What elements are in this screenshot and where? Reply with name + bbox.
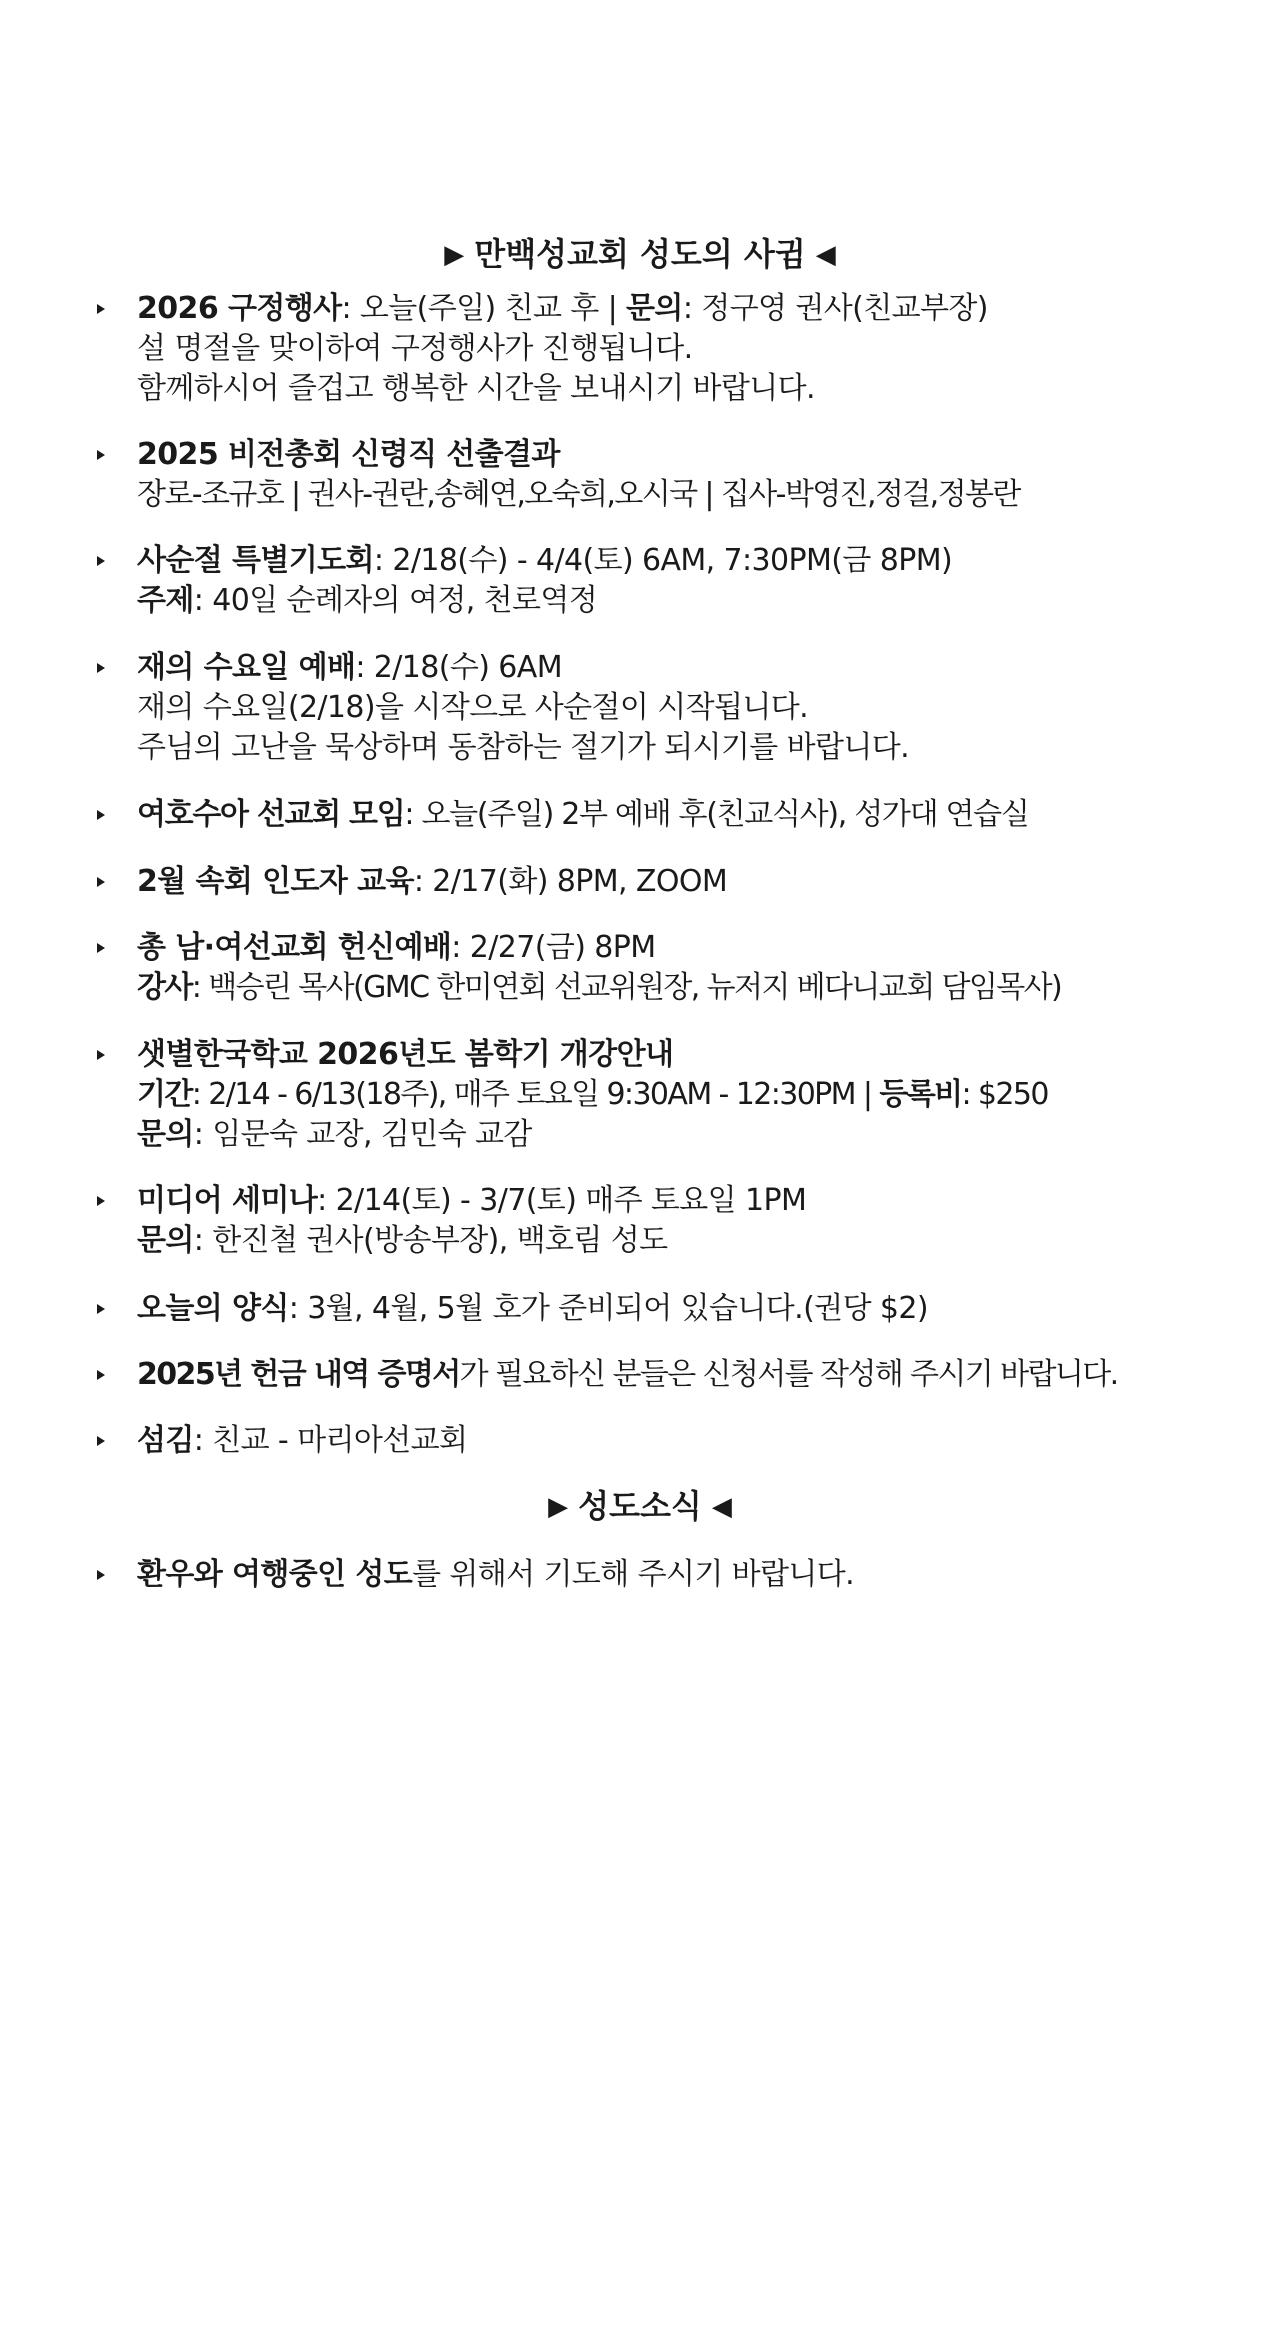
item-subheading: 강사 [137,970,192,1005]
item-line [137,1035,1247,1075]
item-heading: 2025년 헌금 내역 증명서 [137,1357,460,1392]
item-text: : 오늘(주일) 친교 후 | [341,291,627,326]
item-line [137,435,1247,475]
item-line [137,1421,1247,1461]
section-title-text: 성도소식 [578,1487,702,1525]
item-heading: 미디어 세미나 [137,1183,318,1218]
section-title-fellowship [0,234,1280,275]
bullet-icon [93,541,109,581]
item-text: : 2/14 - 6/13(18주), 매주 토요일 9:30AM - 12:30PM | [191,1077,880,1112]
item-line [137,1115,1247,1155]
item-text: : 백승린 목사(GMC 한미연회 선교위원장, 뉴저지 베다니교회 담임목사) [191,970,1062,1005]
list-item-ash-wednesday [137,648,1247,768]
item-text: : 2/27(금) 8PM [451,930,656,965]
list-item-offering-receipt [137,1355,1247,1395]
item-heading: 오늘의 양식 [137,1291,289,1326]
list-item-leader-training [137,862,1247,902]
item-line [137,1555,1247,1595]
bullet-icon [93,1289,109,1329]
item-heading: 2025 비전총회 신령직 선출결과 [137,437,560,472]
item-text: : $250 [961,1077,1048,1112]
item-heading: 2월 속회 인도자 교육 [137,864,414,899]
item-text: : 친교 - 마리아선교회 [193,1423,468,1458]
section-title-text: 만백성교회 성도의 사귐 [474,235,806,273]
item-text: : 임문숙 교장, 김민숙 교감 [193,1117,532,1152]
item-heading: 사순절 특별기도회 [137,543,374,578]
item-line [137,541,1247,581]
item-text: : 2/14(토) - 3/7(토) 매주 토요일 1PM [317,1183,807,1218]
bullet-icon [93,1035,109,1075]
item-line [137,1355,1247,1395]
section-title-member-news [0,1486,1280,1527]
item-text: : 2/17(화) 8PM, ZOOM [413,864,728,899]
list-item-joshua-mission [137,795,1247,835]
list-item-election-results [137,435,1247,515]
item-text: : 3월, 4월, 5월 호가 준비되어 있습니다.(권당 $2) [288,1291,928,1326]
item-line [137,968,1247,1008]
list-item-media-seminar [137,1181,1247,1261]
item-text: : 정구영 권사(친교부장) [682,291,988,326]
item-line: 설 명절을 맞이하여 구정행사가 진행됩니다. [137,331,693,366]
left-triangle-icon: ◀ [711,1492,732,1522]
item-text: : 한진철 권사(방송부장), 백호림 성도 [193,1223,668,1258]
left-triangle-icon: ◀ [815,240,836,270]
item-line: 함께하시어 즐겁고 행복한 시간을 보내시기 바랍니다. [137,371,815,406]
item-subheading: 문의 [626,291,683,326]
bullet-icon [93,1355,109,1395]
bullet-icon [93,795,109,835]
list-item-prayer-request [137,1555,1247,1595]
item-line [137,1075,1247,1115]
item-text: 를 위해서 기도해 주시기 바랍니다. [412,1557,855,1592]
bullet-icon [93,1555,109,1595]
right-triangle-icon: ▶ [548,1492,569,1522]
right-triangle-icon: ▶ [444,240,465,270]
item-subheading: 기간 [137,1077,192,1112]
bullet-icon [93,1421,109,1461]
item-subheading: 문의 [137,1117,194,1152]
bullet-icon [93,648,109,688]
item-heading: 총 남·여선교회 헌신예배 [137,930,452,965]
item-line [137,581,1247,621]
list-item-korean-school [137,1035,1247,1155]
item-line [137,862,1247,902]
item-heading: 환우와 여행중인 성도 [137,1557,413,1592]
item-line [137,1221,1247,1261]
item-line: 장로-조규호 | 권사-권란,송혜연,오숙희,오시국 | 집사-박영진,정걸,정봉란 [137,477,1020,512]
item-line [137,928,1247,968]
item-line [137,795,1247,835]
item-heading: 재의 수요일 예배 [137,650,356,685]
item-heading: 샛별한국학교 2026년도 봄학기 개강안내 [137,1037,674,1072]
item-subheading: 문의 [137,1223,194,1258]
list-item-lunar-new-year [137,289,1247,409]
item-subheading: 등록비 [879,1077,962,1112]
item-text: : 2/18(수) - 4/4(토) 6AM, 7:30PM(금 8PM) [373,543,953,578]
list-item-lent-prayer [137,541,1247,621]
bullet-icon [93,862,109,902]
list-item-daily-bread [137,1289,1247,1329]
item-text: : 2/18(수) 6AM [355,650,562,685]
item-heading: 섬김 [137,1423,194,1458]
item-line: 주님의 고난을 묵상하며 동참하는 절기가 되시기를 바랍니다. [137,730,910,765]
item-line [137,1181,1247,1221]
item-line [137,289,1247,329]
item-text: : 오늘(주일) 2부 예배 후(친교식사), 성가대 연습실 [404,797,1029,832]
item-heading: 2026 구정행사 [137,291,342,326]
bullet-icon [93,928,109,968]
item-subheading: 주제 [137,583,194,618]
bullet-icon [93,1181,109,1221]
item-line [137,1289,1247,1329]
item-heading: 여호수아 선교회 모임 [137,797,405,832]
bullet-icon [93,289,109,329]
item-text: : 40일 순례자의 여정, 천로역정 [193,583,598,618]
item-line [137,648,1247,688]
bullet-icon [93,435,109,475]
list-item-mission-worship [137,928,1247,1008]
item-line: 재의 수요일(2/18)을 시작으로 사순절이 시작됩니다. [137,690,809,725]
list-item-service [137,1421,1247,1461]
item-text: 가 필요하신 분들은 신청서를 작성해 주시기 바랍니다. [459,1357,1118,1392]
